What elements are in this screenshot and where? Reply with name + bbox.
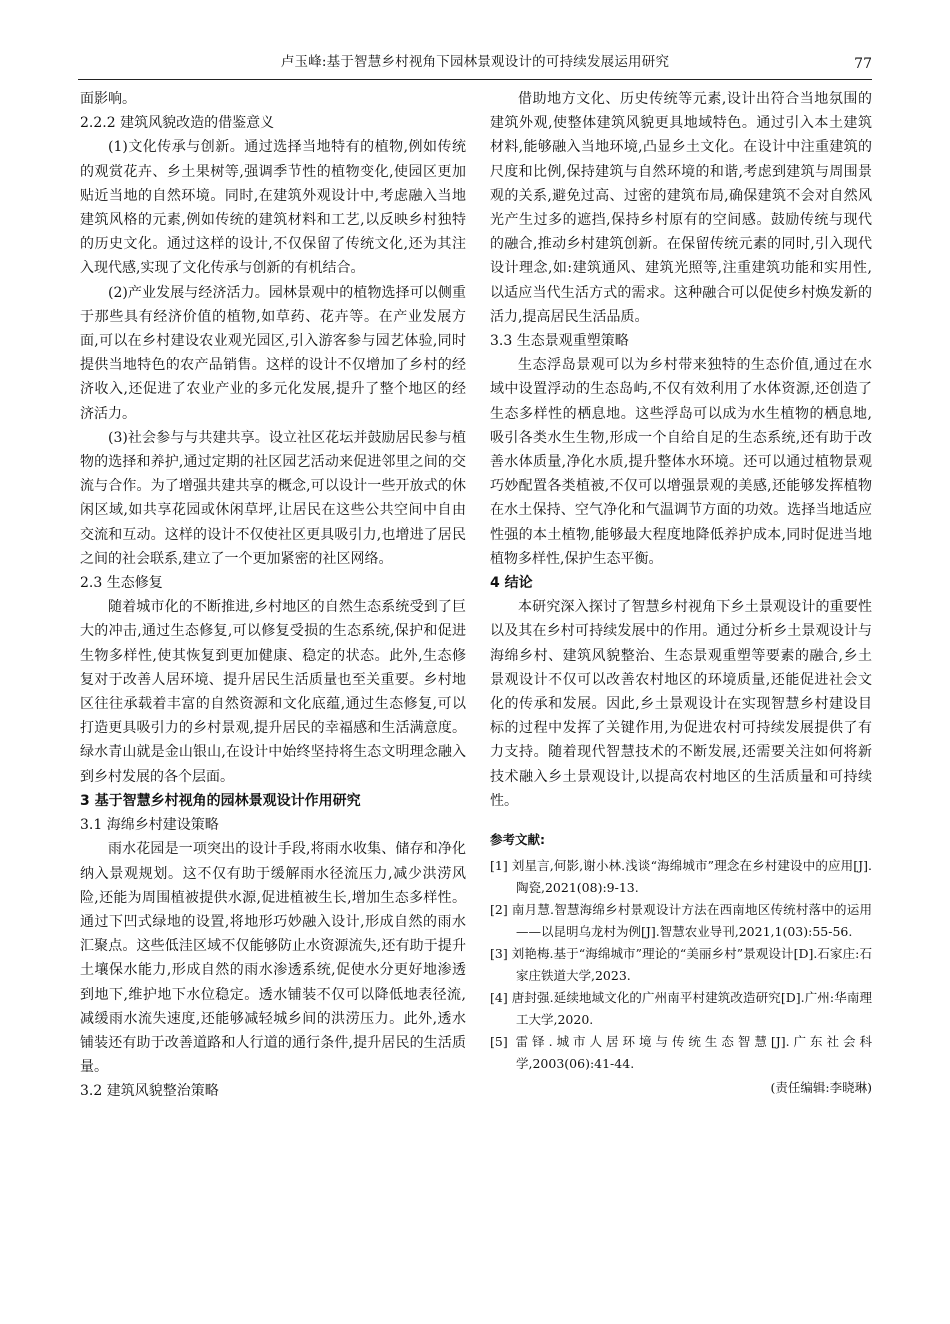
right-column xyxy=(490,87,872,1099)
paragraph-industry-development: (2)产业发展与经济活力。园林景观中的植物选择可以侧重于那些具有经济价值的植物,如草药、花卉等。在产业发展方面,可以在乡村建设农业观光园区,引入游客参与园艺体验,同时提供当地特色的农产品销售。这样的设计不仅增加了乡村的经济收入,还促进了农业产业的多元化发展,提升了整个地区的经济活力。 xyxy=(80,284,466,422)
reference-item: [4] 唐封强.延续地域文化的广州南平村建筑改造研究[D].广州:华南理工大学,2020. xyxy=(490,990,872,1028)
paragraph-continuation: 面影响。 xyxy=(80,91,136,107)
heading-3-1: 3.1 海绵乡村建设策略 xyxy=(80,817,219,834)
reference-item: [3] 刘艳梅.基于“海绵城市”理论的“美丽乡村”景观设计[D].石家庄:石家庄铁道大学,2023. xyxy=(490,946,872,984)
paragraph-cultural-heritage: (1)文化传承与创新。通过选择当地特有的植物,例如传统的观赏花卉、乡土果树等,强调季节性的植物变化,使园区更加贴近当地的自然环境。同时,在建筑外观设计中,考虑融入当地建筑风格的元素,例如传统的建筑材料和工艺,以反映乡村独特的历史文化。通过这样的设计,不仅保留了传统文化,还为其注入现代感,实现了文化传承与创新的有机结合。 xyxy=(80,139,466,277)
references-title: 参考文献: xyxy=(490,832,545,848)
paragraph-social-participation: (3)社会参与与共建共享。设立社区花坛并鼓励居民参与植物的选择和养护,通过定期的社区园艺活动来促进邻里之间的交流与合作。为了增强共建共享的概念,可以设计一些开放式的休闲区域,如共享花园或休闲草坪,让居民在这些公共空间中自由交流和互动。这样的设计不仅使社区更具吸引力,也增进了居民之间的社会联系,建立了一个更加紧密的社区网络。 xyxy=(80,429,466,567)
reference-item: [1] 刘星言,何影,谢小林.浅谈“海绵城市”理念在乡村建设中的应用[J].陶瓷,2021(08):9-13. xyxy=(490,858,872,896)
heading-section-3: 3 基于智慧乡村视角的园林景观设计作用研究 xyxy=(80,792,361,809)
left-column xyxy=(80,87,466,1104)
responsible-editor: (责任编辑:李晓琳) xyxy=(770,1080,872,1096)
paragraph-architecture-style: 借助地方文化、历史传统等元素,设计出符合当地氛围的建筑外观,使整体建筑风貌更具地域特色。通过引入本土建筑材料,能够融入当地环境,凸显乡土文化。在设计中注重建筑的尺度和比例,保持建筑与自然环境的和谐,考虑到建筑与周围景观的关系,避免过高、过密的建筑布局,确保建筑不会对自然风光产生过多的遮挡,保持乡村原有的空间感。鼓励传统与现代的融合,推动乡村建筑创新。在保留传统元素的同时,引入现代设计理念,如:建筑通风、建筑光照等,注重建筑功能和实用性,以适应当代生活方式的需求。这种融合可以促使乡村焕发新的活力,提高居民生活品质。 xyxy=(490,91,872,325)
heading-3-3: 3.3 生态景观重塑策略 xyxy=(490,333,629,350)
running-title: 卢玉峰:基于智慧乡村视角下园林景观设计的可持续发展运用研究 xyxy=(280,54,670,70)
heading-3-2: 3.2 建筑风貌整治策略 xyxy=(80,1083,219,1100)
reference-item: [5] 雷铎.城市人居环境与传统生态智慧[J].广东社会科学,2003(06):41-44. xyxy=(490,1034,872,1072)
header-divider xyxy=(78,79,872,80)
reference-item: [2] 南月慧.智慧海绵乡村景观设计方法在西南地区传统村落中的运用——以昆明乌龙村为例[J].智慧农业导刊,2021,1(03):55-56. xyxy=(490,902,872,940)
paragraph-floating-island: 生态浮岛景观可以为乡村带来独特的生态价值,通过在水域中设置浮动的生态岛屿,不仅有效利用了水体资源,还创造了生态多样性的栖息地。这些浮岛可以成为水生植物的栖息地,吸引各类水生生物,形成一个自给自足的生态系统,还有助于改善水体质量,净化水质,提升整体水环境。还可以通过植物景观巧妙配置各类植被,不仅可以增强景观的美感,还能够发挥植物在水土保持、空气净化和气温调节方面的功效。选择当地适应性强的本土植物,能够最大程度地降低养护成本,同时促进当地植物多样性,保护生态平衡。 xyxy=(490,357,872,567)
heading-2-3: 2.3 生态修复 xyxy=(80,575,163,592)
references xyxy=(490,829,872,1075)
paragraph-ecological-restoration: 随着城市化的不断推进,乡村地区的自然生态系统受到了巨大的冲击,通过生态修复,可以修复受损的生态系统,保护和促进生物多样性,使其恢复到更加健康、稳定的状态。此外,生态修复对于改善人居环境、提升居民生活质量也至关重要。乡村地区往往承载着丰富的自然资源和文化底蕴,通过生态修复,可以打造更具吸引力的乡村景观,提升居民的幸福感和生活满意度。绿水青山就是金山银山,在设计中始终坚持将生态文明理念融入到乡村发展的各个层面。 xyxy=(80,599,466,785)
paragraph-rain-garden: 雨水花园是一项突出的设计手段,将雨水收集、储存和净化纳入景观规划。这不仅有助于缓解雨水径流压力,减少洪涝风险,还能为周围植被提供水源,促进植被生长,增加生态多样性。通过下凹式绿地的设置,将地形巧妙融入设计,形成自然的雨水汇聚点。这些低洼区域不仅能够防止水资源流失,还有助于提升土壤保水能力,形成自然的雨水渗透系统,促使水分更好地渗透到地下,维护地下水位稳定。透水铺装不仅可以降低地表径流,减缓雨水流失速度,还能够减轻城乡间的洪涝压力。此外,透水铺装还有助于改善道路和人行道的通行条件,提升居民的生活质量。 xyxy=(80,841,466,1076)
heading-2-2-2: 2.2.2 建筑风貌改造的借鉴意义 xyxy=(80,115,275,132)
paragraph-conclusion: 本研究深入探讨了智慧乡村视角下乡土景观设计的重要性以及其在乡村可持续发展中的作用。通过分析乡土景观设计与海绵乡村、建筑风貌整治、生态景观重塑等要素的融合,乡土景观设计不仅可以改善农村地区的环境质量,还能促进社会文化的传承和发展。因此,乡土景观设计在实现智慧乡村建设目标的过程中发挥了关键作用,为促进农村可持续发展提供了有力支持。随着现代智慧技术的不断发展,还需要关注如何将新技术融入乡土景观设计,以提高农村地区的生活质量和可持续性。 xyxy=(490,599,872,809)
page-number: 77 xyxy=(854,56,872,72)
running-header xyxy=(78,48,872,74)
heading-section-4: 4 结论 xyxy=(490,575,533,592)
